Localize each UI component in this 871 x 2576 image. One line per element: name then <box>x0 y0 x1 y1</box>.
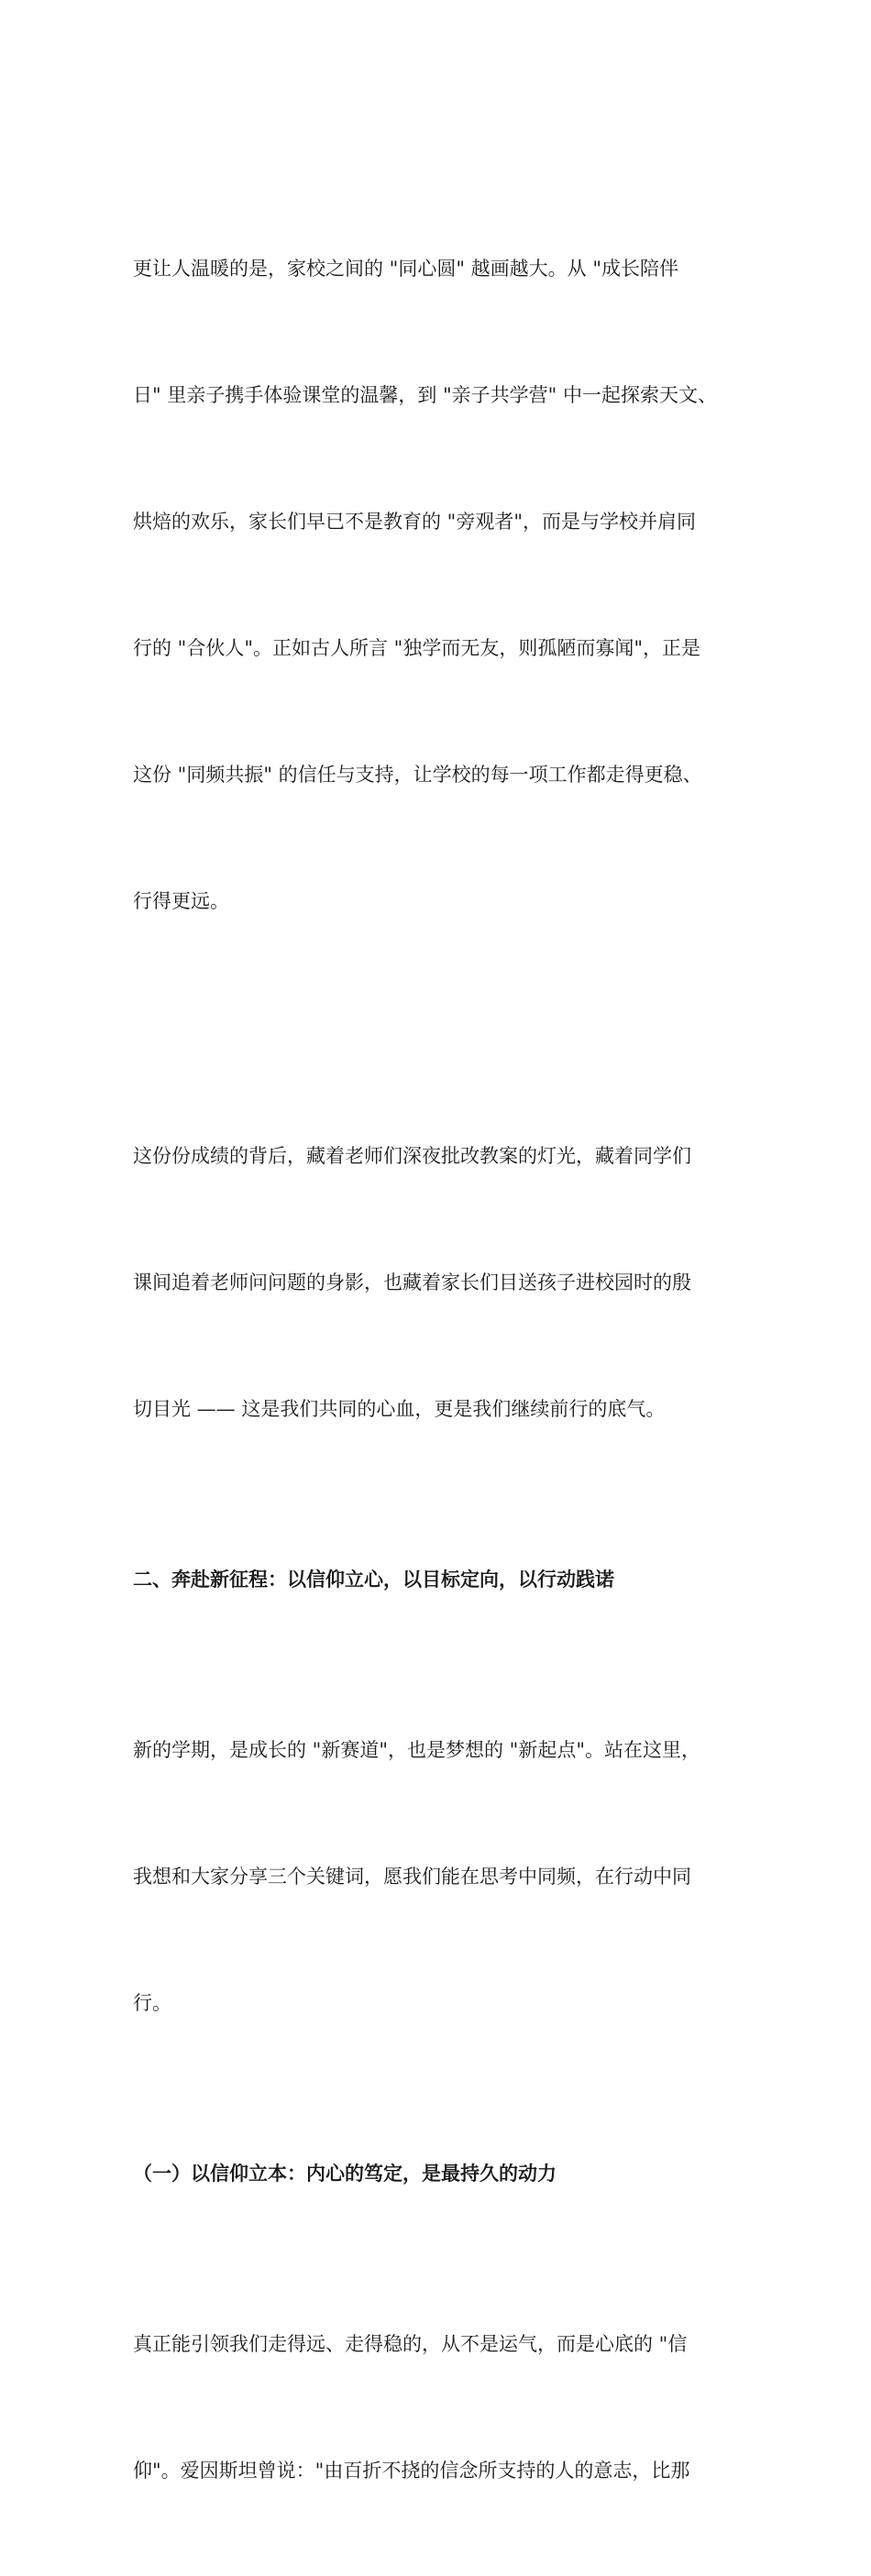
text-line: 切目光 —— 这是我们共同的心血，更是我们继续前行的底气。 <box>133 1398 666 1420</box>
section-heading-2: 二、奔赴新征程：以信仰立心，以目标定向，以行动践诺 <box>133 1568 614 1591</box>
text-line: 我想和大家分享三个关键词，愿我们能在思考中同频，在行动中同 <box>133 1866 691 1888</box>
text-line: 课间追着老师问问题的身影，也藏着家长们目送孩子进校园时的殷 <box>133 1271 691 1294</box>
document-body <box>133 163 766 2576</box>
subsection-heading-1: （一）以信仰立本：内心的笃定，是最持久的动力 <box>133 2162 557 2185</box>
paragraph-gap <box>133 2195 766 2239</box>
text-line: 这份 "同频共振" 的信任与支持，让学校的每一项工作都走得更稳、 <box>133 764 702 786</box>
paragraph-gap <box>133 1007 766 1051</box>
paragraph-gap <box>133 2108 766 2152</box>
text-line: 行的 "合伙人"。正如古人所言 "独学而无友，则孤陋而寡闻"，正是 <box>133 637 700 659</box>
paragraph-gap <box>133 1601 766 1645</box>
text-line: 新的学期，是成长的 "新赛道"，也是梦想的 "新起点"。站在这里， <box>133 1739 700 1761</box>
text-line: 仰"。爱因斯坦曾说："由百折不挠的信念所支持的人的意志，比那 <box>133 2460 690 2482</box>
text-line: 这份份成绩的背后，藏着老师们深夜批改教案的灯光，藏着同学们 <box>133 1145 691 1167</box>
text-line: 日" 里亲子携手体验课堂的温馨，到 "亲子共学营" 中一起探索天文、 <box>133 384 718 406</box>
text-line: 行得更远。 <box>133 890 229 912</box>
paragraph-belief <box>133 2239 766 2576</box>
paragraph-family-school <box>133 163 766 1007</box>
text-line: 真正能引领我们走得远、走得稳的，从不是运气，而是心底的 "信 <box>133 2333 688 2355</box>
text-line: 烘焙的欢乐，家长们早已不是教育的 "旁观者"，而是与学校并肩同 <box>133 511 696 533</box>
text-line: 行。 <box>133 1992 171 2014</box>
paragraph-gap <box>133 1514 766 1558</box>
text-line: 更让人温暖的是，家校之间的 "同心圆" 越画越大。从 "成长陪伴 <box>133 258 679 280</box>
paragraph-achievements <box>133 1051 766 1514</box>
paragraph-new-semester <box>133 1645 766 2108</box>
